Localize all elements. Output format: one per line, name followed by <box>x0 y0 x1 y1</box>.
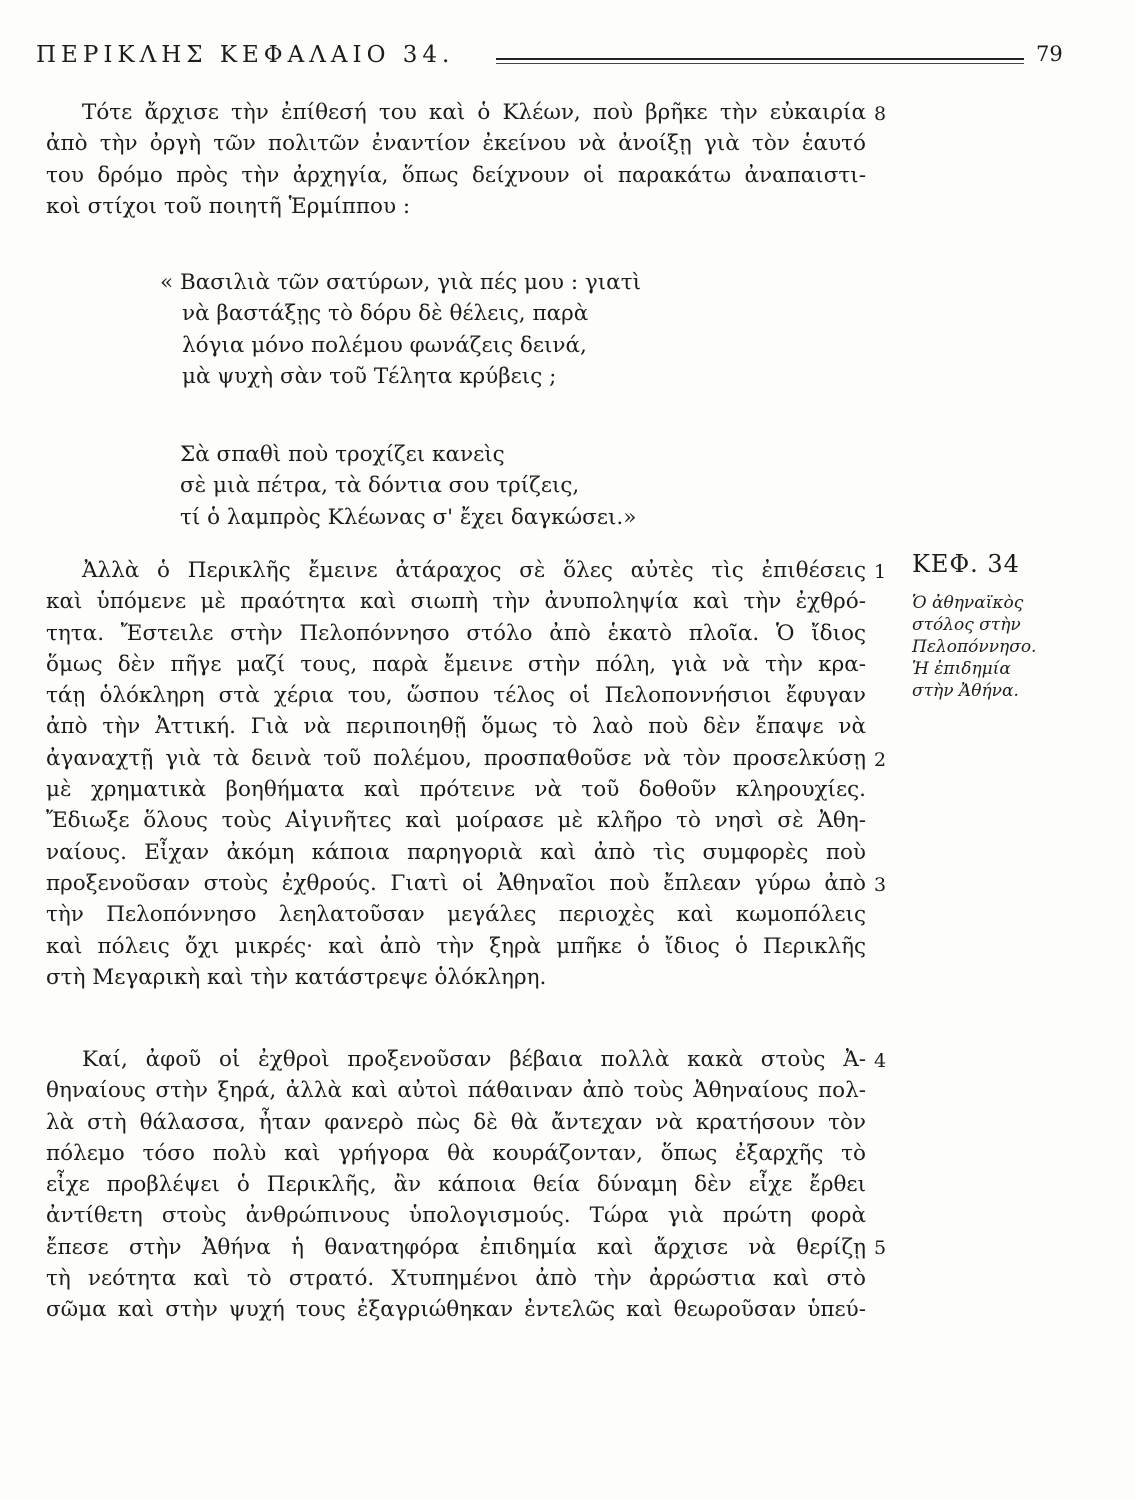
text-line: θηναίους στὴν ξηρά, ἀλλὰ καὶ αὐτοὶ πάθαιναν ἀπὸ τοὺς Ἀθηναίους πολ- <box>46 1078 866 1104</box>
sidenote-line: Πελοπόννησο. <box>912 637 1037 657</box>
text-line: τητα. Ἔστειλε στὴν Πελοπόννησο στόλο ἀπὸ ἑκατὸ πλοῖα. Ὁ ἴδιος <box>46 620 866 646</box>
verse-line: σὲ μιὰ πέτρα, τὰ δόντια σου τρίζεις, <box>180 473 580 499</box>
text-line: στὴ Μεγαρικὴ καὶ τὴν κατάστρεψε ὁλόκληρη. <box>46 964 547 990</box>
text-line: εἶχε προβλέψει ὁ Περικλῆς, ἂν κάποια θεία δύναμη δὲν εἶχε ἔρθει <box>46 1172 866 1198</box>
margin-line-number: 4 <box>874 1050 887 1072</box>
text-line: κοὶ στίχοι τοῦ ποιητῆ Ἑρμίππου : <box>46 193 411 219</box>
paragraph-3 <box>46 1044 866 1326</box>
text-line: σῶμα καὶ στὴν ψυχή τους ἐξαγριώθηκαν ἐντελῶς καὶ θεωροῦσαν ὑπεύ- <box>46 1297 866 1323</box>
text-line: Ἀλλὰ ὁ Περικλῆς ἔμεινε ἀτάραχος σὲ ὅλες αὐτὲς τὶς ἐπιθέσεις <box>82 558 866 583</box>
margin-line-number: 2 <box>874 749 887 771</box>
paragraph-1 <box>46 97 866 222</box>
verse-line: νὰ βαστάξῃς τὸ δόρυ δὲ θέλεις, παρὰ <box>182 301 589 327</box>
text-line: τάῃ ὁλόκληρη στὰ χέρια του, ὥσπου τέλος οἱ Πελοποννήσιοι ἔφυγαν <box>46 683 866 709</box>
text-line: ἀντίθετη στοὺς ἀνθρώπινους ὑπολογισμούς. Τώρα γιὰ πρώτη φορὰ <box>46 1203 866 1229</box>
verse-line: Σὰ σπαθὶ ποὺ τροχίζει κανεὶς <box>180 442 505 467</box>
text-line: ναίους. Εἶχαν ἀκόμη κάποια παρηγοριὰ καὶ ἀπὸ τὶς συμφορὲς ποὺ <box>46 839 866 865</box>
text-line: λὰ στὴ θάλασσα, ἦταν φανερὸ πὼς δὲ θὰ ἄντεχαν νὰ κρατήσουν τὸν <box>46 1109 866 1135</box>
sidenote-chapter: ΚΕΦ. 34 <box>912 550 1020 578</box>
text-line: τὴ νεότητα καὶ τὸ στρατό. Χτυπημένοι ἀπὸ τὴν ἀρρώστια καὶ στὸ <box>46 1266 866 1292</box>
text-line: ἀπὸ τὴν ὀργὴ τῶν πολιτῶν ἐναντίον ἐκείνου νὰ ἀνοίξῃ γιὰ τὸν ἑαυτό <box>46 131 866 157</box>
verse-stanza-1 <box>160 267 641 392</box>
margin-sidenote <box>912 550 1092 702</box>
margin-line-number: 8 <box>874 103 887 125</box>
sidenote-line: Ὁ ἀθηναϊκὸς <box>912 593 1024 613</box>
text-line: ἀγαναχτῇ γιὰ τὰ δεινὰ τοῦ πολέμου, προσπαθοῦσε νὰ τὸν προσελκύσῃ <box>46 745 866 771</box>
header-rule <box>496 58 1024 64</box>
text-line: Ἔδιωξε ὅλους τοὺς Αἰγινῆτες καὶ μοίρασε μὲ κλῆρο τὸ νησὶ σὲ Ἀθη- <box>46 808 866 834</box>
text-line: καὶ πόλεις ὄχι μικρές· καὶ ἀπὸ τὴν ξηρὰ μπῆκε ὁ ἴδιος ὁ Περικλῆς <box>46 933 866 959</box>
margin-line-number: 3 <box>874 874 887 896</box>
text-line: Τότε ἄρχισε τὴν ἐπίθεσή του καὶ ὁ Κλέων, ποὺ βρῆκε τὴν εὐκαιρία <box>82 100 866 125</box>
verse-stanza-2 <box>180 439 636 533</box>
margin-line-number: 5 <box>874 1237 887 1259</box>
verse-line: « Βασιλιὰ τῶν σατύρων, γιὰ πές μου : γιατὶ <box>160 270 642 295</box>
page-header <box>36 42 1066 78</box>
text-line: ὅμως δὲν πῆγε μαζί τους, παρὰ ἔμεινε στὴν πόλη, γιὰ νὰ τὴν κρα- <box>46 651 866 677</box>
text-line: πόλεμο τόσο πολὺ καὶ γρήγορα θὰ κουράζονταν, ὅπως ἐξαρχῆς τὸ <box>46 1140 866 1166</box>
verse-line: μὰ ψυχὴ σὰν τοῦ Τέλητα κρύβεις ; <box>182 363 557 389</box>
page-number: 79 <box>1036 42 1063 66</box>
margin-line-number: 1 <box>874 561 887 583</box>
verse-line: τί ὁ λαμπρὸς Κλέωνας σ' ἔχει δαγκώσει.» <box>180 504 637 530</box>
running-head: ΠΕΡΙΚΛΗΣ ΚΕΦΑΛΑΙΟ 34. <box>36 42 455 68</box>
sidenote-line: στόλος στὴν <box>912 615 1021 635</box>
text-line: Καί, ἀφοῦ οἱ ἐχθροὶ προξενοῦσαν βέβαια πολλὰ κακὰ στοὺς Ἀ- <box>82 1047 866 1072</box>
verse-line: λόγια μόνο πολέμου φωνάζεις δεινά, <box>182 332 587 358</box>
text-line: ἔπεσε στὴν Ἀθήνα ἡ θανατηφόρα ἐπιδημία καὶ ἄρχισε νὰ θερίζῃ <box>46 1234 866 1260</box>
text-line: καὶ ὑπόμενε μὲ πραότητα καὶ σιωπὴ τὴν ἀνυποληψία καὶ τὴν ἐχθρό- <box>46 589 866 615</box>
text-line: του δρόμο πρὸς τὴν ἀρχηγία, ὅπως δείχνουν οἱ παρακάτω ἀναπαιστι- <box>46 162 866 188</box>
paragraph-2 <box>46 555 866 993</box>
text-line: προξενοῦσαν στοὺς ἐχθρούς. Γιατὶ οἱ Ἀθηναῖοι ποὺ ἔπλεαν γύρω ἀπὸ <box>46 870 866 896</box>
text-line: ἀπὸ τὴν Ἀττική. Γιὰ νὰ περιποιηθῇ ὅμως τὸ λαὸ ποὺ δὲν ἔπαψε νὰ <box>46 714 866 740</box>
text-line: τὴν Πελοπόννησο λεηλατοῦσαν μεγάλες περιοχὲς καὶ κωμοπόλεις <box>46 902 866 928</box>
sidenote-line: Ἡ ἐπιδημία <box>912 659 1011 679</box>
text-line: μὲ χρηματικὰ βοηθήματα καὶ πρότεινε νὰ τοῦ δοθοῦν κληρουχίες. <box>46 777 866 803</box>
sidenote-line: στὴν Ἀθήνα. <box>912 681 1019 701</box>
